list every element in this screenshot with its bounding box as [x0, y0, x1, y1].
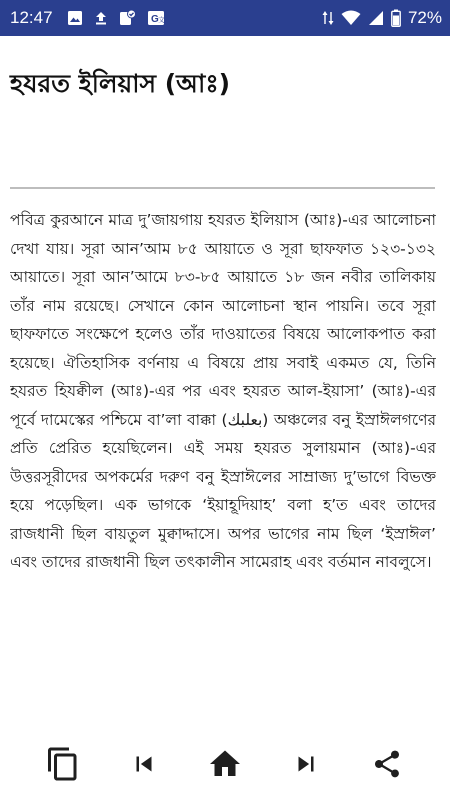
battery-percent: 72%: [407, 8, 442, 27]
status-time: 12:47: [10, 8, 53, 27]
svg-text:文: 文: [157, 17, 165, 24]
home-icon: [207, 746, 243, 786]
page-title: হযরত ইলিয়াস (আঃ): [10, 69, 231, 98]
status-notification-icons: [67, 9, 165, 27]
copy-icon: [45, 746, 81, 786]
translate-icon: [147, 10, 165, 26]
status-system-icons: [322, 8, 442, 28]
battery-icon: [391, 9, 401, 27]
previous-icon: [129, 749, 159, 783]
bottom-nav: [0, 732, 450, 800]
signal-icon: [368, 10, 384, 26]
next-button[interactable]: [278, 738, 334, 794]
home-button[interactable]: [197, 738, 253, 794]
copy-button[interactable]: [35, 738, 91, 794]
svg-text:G: G: [150, 14, 159, 25]
share-button[interactable]: [359, 738, 415, 794]
image-icon: [67, 10, 83, 26]
next-icon: [291, 749, 321, 783]
upload-icon: [93, 10, 109, 26]
title-divider: [10, 187, 435, 189]
wifi-icon: [341, 10, 361, 26]
data-arrows-icon: [322, 9, 334, 27]
article-body: পবিত্র কুরআনে মাত্র দু’জায়গায় হযরত ইলিয়াস (আঃ)-এর আলোচনা দেখা যায়। সূরা আন’আম ৮৫ আয়াতে ও সূরা ছাফফাত ১২৩-১৩২ আয়াতে। সূরা আন’আমে ৮৩-৮৫ আয়াতে ১৮ জন নবীর তালিকায় তাঁর নাম রয়েছে। সেখানে কোন আলোচনা স্থান পায়নি। তবে সূরা ছাফফাতে সংক্ষেপে হলেও তাঁর দাওয়াতের বিষয়ে আলোকপাত করা হয়েছে। ঐতিহাসিক বর্ণনায় এ বিষয়ে প্রায় সবাই একমত যে, তিনি হযরত হিযক্বীল (আঃ)-এর পর এবং হযরত আল-ইয়াসা’ (আঃ)-এর পূর্বে দামেস্কের পশ্চিমে বা’লা বাক্কা (بعلبك) অঞ্চলের বনু ইস্রাঈলগণের প্রতি প্রেরিত হয়েছিলেন। এই সময় হযরত সুলায়মান (আঃ)-এর উত্তরসূরীদের অপকর্মের দরুণ বনু ইস্রাঈলের সাম্রাজ্য দু’ভাগে বিভক্ত হয়ে পড়েছিল। এক ভাগকে ‘ইয়াহূদিয়াহ’ বলা হ’ত এবং তাদের রাজধানী ছিল বায়তুল মুক্বাদ্দাসে। অপর ভাগের নাম ছিল ‘ইস্রাঈল’ এবং তাদের রাজধানী ছিল তৎকালীন সামেরাহ এবং বর্তমান নাবলুসে।: [10, 211, 436, 571]
share-icon: [371, 748, 403, 784]
previous-button[interactable]: [116, 738, 172, 794]
app-icon: [119, 9, 137, 27]
status-bar: [0, 0, 450, 36]
